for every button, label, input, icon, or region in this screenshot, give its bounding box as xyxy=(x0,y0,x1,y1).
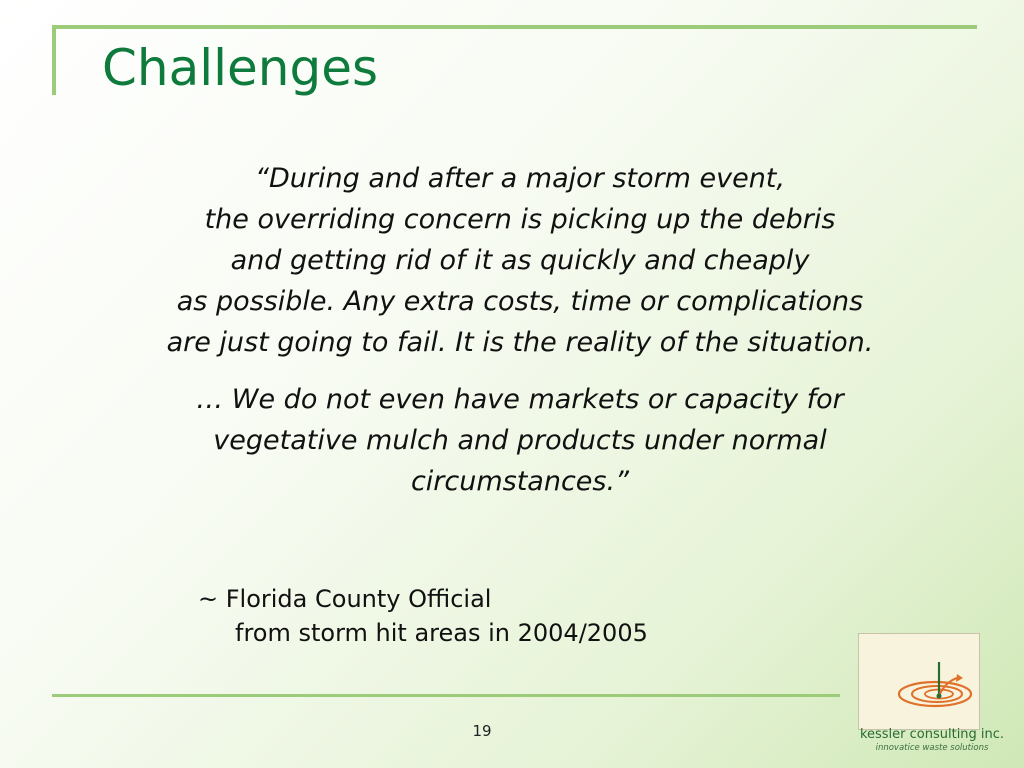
footer-line xyxy=(52,694,840,697)
attribution-name: ~ Florida County Official xyxy=(198,585,492,613)
frame-top-line xyxy=(52,25,977,29)
quote-line: … We do not even have markets or capacity for xyxy=(196,384,844,415)
logo-mark xyxy=(858,633,980,730)
quote-line: are just going to fail. It is the reality of the situation. xyxy=(166,327,874,358)
spiral-arrow-icon xyxy=(859,634,979,729)
quote-attribution xyxy=(198,582,648,650)
quote-paragraph-2 xyxy=(40,379,1000,502)
logo-tagline: innovatice waste solutions xyxy=(875,743,989,753)
logo-company-name: kessler consulting inc. xyxy=(859,727,1005,742)
attribution-source: from storm hit areas in 2004/2005 xyxy=(235,619,648,647)
quote-line: circumstances.” xyxy=(410,466,630,497)
frame-left-line xyxy=(52,25,56,95)
quote-line: “During and after a major storm event, xyxy=(255,163,785,194)
quote-line: as possible. Any extra costs, time or complications xyxy=(176,286,864,317)
quote-paragraph-1 xyxy=(40,158,1000,363)
page-number: 19 xyxy=(472,722,492,740)
company-logo xyxy=(851,631,1011,761)
quote-line: and getting rid of it as quickly and cheaply xyxy=(230,245,810,276)
quote-block xyxy=(40,158,1000,502)
quote-line: vegetative mulch and products under normal xyxy=(213,425,827,456)
slide-title: Challenges xyxy=(102,39,379,97)
quote-line: the overriding concern is picking up the debris xyxy=(204,204,836,235)
